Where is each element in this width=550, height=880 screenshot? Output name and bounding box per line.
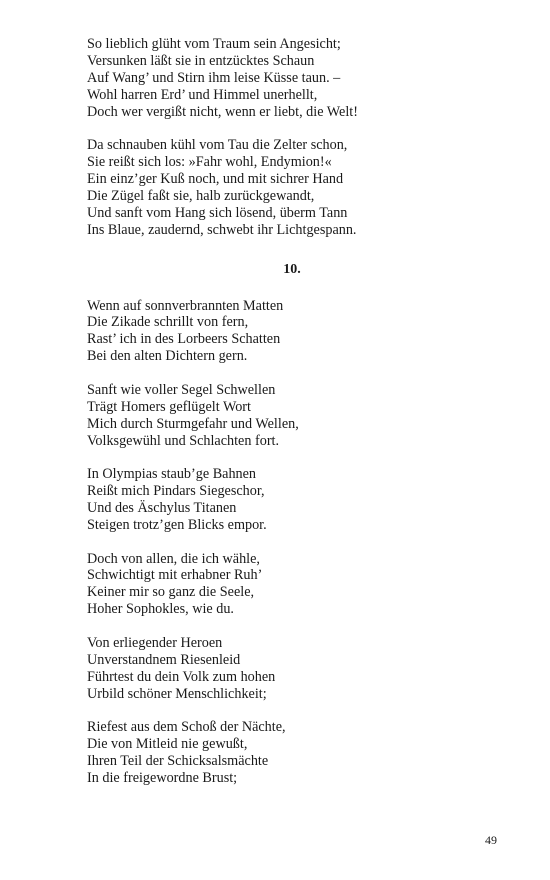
verse-line: Mich durch Sturmgefahr und Wellen, <box>87 415 299 432</box>
stanza <box>87 551 497 619</box>
stanza <box>87 466 497 534</box>
verse-line: Wohl harren Erd’ und Himmel unerhellt, <box>87 86 318 103</box>
page-number: 49 <box>485 833 497 847</box>
stanza <box>87 635 497 703</box>
verse-line: Die Zügel faßt sie, halb zurückgewandt, <box>87 187 315 204</box>
poem-number: 10. <box>283 261 301 277</box>
verse-line: Trägt Homers geflügelt Wort <box>87 398 251 415</box>
stanza <box>87 298 497 366</box>
verse-line: Versunken läßt sie in entzücktes Schaun <box>87 52 315 69</box>
verse-line: Doch von allen, die ich wähle, <box>87 550 260 567</box>
verse-line: Ein einz’ger Kuß noch, und mit sichrer Hand <box>87 171 344 188</box>
verse-line: Sie reißt sich los: »Fahr wohl, Endymion!« <box>87 154 332 171</box>
verse-line: Unverstandnem Riesenleid <box>87 651 241 668</box>
verse-line: Doch wer vergißt nicht, wenn er liebt, die Welt! <box>87 103 358 120</box>
verse-line: Und des Äschylus Titanen <box>87 500 237 516</box>
verse-line: Wenn auf sonnverbrannten Matten <box>87 297 284 314</box>
verse-line: Und sanft vom Hang sich lösend, überm Tann <box>87 204 348 221</box>
verse-line: Ihren Teil der Schicksalsmächte <box>87 752 269 769</box>
verse-line: Von erliegender Heroen <box>87 634 223 651</box>
stanza <box>87 719 497 787</box>
verse-line: So lieblich glüht vom Traum sein Angesicht; <box>87 36 341 52</box>
page-text <box>87 36 497 803</box>
verse-line: Da schnauben kühl vom Tau die Zelter schon, <box>87 137 348 154</box>
verse-line: Reißt mich Pindars Siegeschor, <box>87 483 265 500</box>
verse-line: Riefest aus dem Schoß der Nächte, <box>87 719 286 736</box>
verse-line: Keiner mir so ganz die Seele, <box>87 584 255 601</box>
stanza <box>87 382 497 450</box>
verse-line: Sanft wie voller Segel Schwellen <box>87 381 276 398</box>
verse-line: Die Zikade schrillt von fern, <box>87 314 249 331</box>
verse-line: Auf Wang’ und Stirn ihm leise Küsse taun. – <box>87 69 341 86</box>
verse-line: Schwichtigt mit erhabner Ruh’ <box>87 567 263 584</box>
verse-line: Urbild schöner Menschlichkeit; <box>87 685 267 702</box>
verse-line: In Olympias staub’ge Bahnen <box>87 466 257 483</box>
verse-line: Führtest du dein Volk zum hohen <box>87 668 276 685</box>
verse-line: In die freigewordne Brust; <box>87 769 238 786</box>
verse-line: Hoher Sophokles, wie du. <box>87 601 234 618</box>
verse-line: Steigen trotz’gen Blicks empor. <box>87 516 267 533</box>
stanza <box>87 137 497 238</box>
stanza <box>87 36 497 121</box>
verse-line: Bei den alten Dichtern gern. <box>87 348 248 365</box>
verse-line: Volksgewühl und Schlachten fort. <box>87 432 280 449</box>
verse-line: Ins Blaue, zaudernd, schwebt ihr Lichtgespann. <box>87 221 357 238</box>
verse-line: Rast’ ich in des Lorbeers Schatten <box>87 331 281 348</box>
verse-line: Die von Mitleid nie gewußt, <box>87 736 248 753</box>
